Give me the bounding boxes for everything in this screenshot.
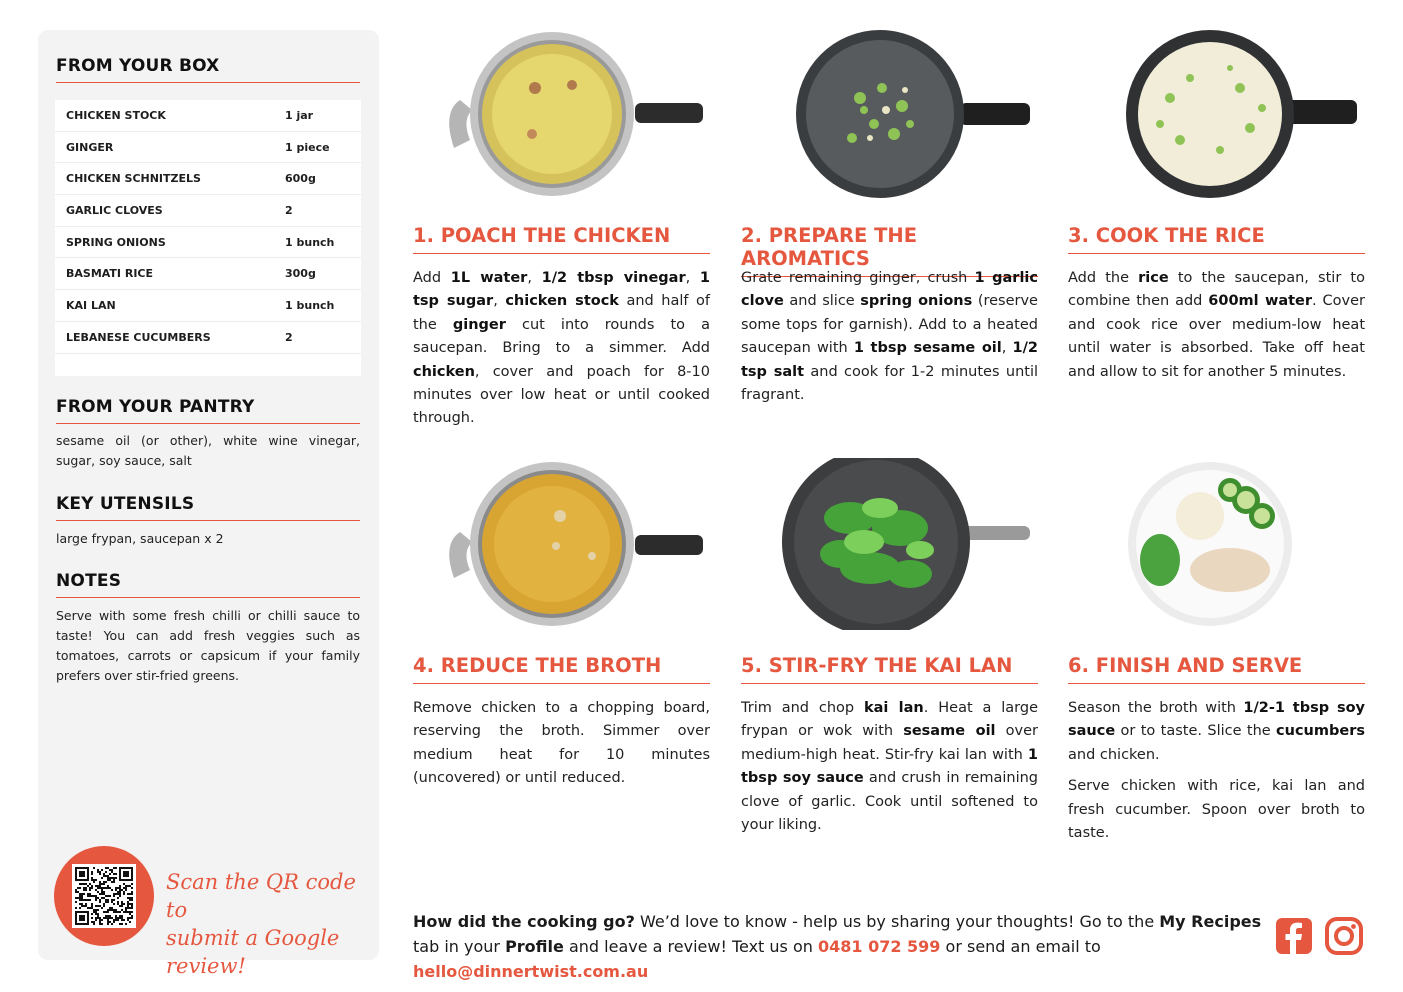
step-4-title: 4. REDUCE THE BROTH xyxy=(413,654,710,684)
ingredient-highlight: cucumbers xyxy=(1276,723,1365,740)
ingredient-highlight: 600ml water xyxy=(1208,293,1313,310)
facebook-icon[interactable] xyxy=(1275,917,1313,955)
step-3-text xyxy=(1068,267,1365,392)
ingredient-highlight: 1L water xyxy=(450,270,528,286)
box-item-name: GINGER xyxy=(66,140,114,154)
step-1-title: 1. POACH THE CHICKEN xyxy=(413,224,710,254)
phone-link[interactable]: 0481 072 599 xyxy=(817,937,941,956)
box-item-name: KAI LAN xyxy=(66,298,116,312)
box-item-row xyxy=(55,163,361,195)
qr-badge[interactable] xyxy=(54,846,154,946)
step-text-run: . Heat a large frypan or wok with xyxy=(741,700,1039,740)
step-3-title: 3. COOK THE RICE xyxy=(1068,224,1365,254)
step-text-run: Trim and chop xyxy=(741,700,864,716)
step-paragraph xyxy=(413,267,710,431)
pantry-text: sesame oil (or other), white wine vinegar, sugar, soy sauce, salt xyxy=(56,433,360,468)
saucepan-spring-onions-icon xyxy=(790,28,1035,200)
step-1-text xyxy=(413,267,710,439)
step-6-text xyxy=(1068,697,1365,853)
box-item-qty: 1 bunch xyxy=(285,235,335,249)
footer-text-1: We’d love to know - help us by sharing your thoughts! Go to the xyxy=(634,912,1160,931)
step-text-run: and cook for 1-2 minutes until fragrant. xyxy=(741,363,1039,404)
box-item-qty: 600g xyxy=(285,172,316,186)
ingredient-highlight: 1 tsp sugar xyxy=(413,270,710,310)
frypan-kai-lan-icon xyxy=(780,458,1035,630)
utensils-text: large frypan, saucepan x 2 xyxy=(56,531,224,546)
ingredient-highlight: 1/2 tbsp vinegar xyxy=(541,270,686,286)
notes-text: Serve with some fresh chilli or chilli sauce to taste! You can add fresh veggies such as tomatoes, carrots or capsicum if your family prefers over stir-fried greens. xyxy=(56,608,360,683)
box-item-name: CHICKEN STOCK xyxy=(66,108,166,122)
plated-dish-icon xyxy=(1120,460,1300,630)
footer-text-4: or send an email to xyxy=(940,937,1101,956)
sidebar xyxy=(38,30,379,978)
box-ingredients-table xyxy=(55,100,361,376)
saucepan-rice-icon xyxy=(1120,28,1360,200)
footer-review-prompt xyxy=(413,909,1263,984)
step-text-run: Remove chicken to a chopping board, reserving the broth. Simmer over medium heat for 10 minutes (uncovered) or until reduced. xyxy=(413,700,710,787)
saucepan-reduced-broth-icon xyxy=(440,460,705,630)
step-text-run: . Cover and cook rice over medium-low heat until water is absorbed. Take off heat and allow to sit for another 5 minutes. xyxy=(1068,293,1366,380)
saucepan-broth-icon xyxy=(440,30,705,200)
ingredient-highlight: spring onions xyxy=(860,293,973,310)
step-text-run: Serve chicken with rice, kai lan and fresh cucumber. Spoon over broth to taste. xyxy=(1068,778,1365,842)
box-item-row xyxy=(55,132,361,164)
step-paragraph xyxy=(1068,775,1365,845)
step-5-text xyxy=(741,697,1038,845)
box-item-row xyxy=(55,258,361,290)
ingredient-highlight: 1 tbsp sesame oil xyxy=(853,340,1002,357)
ingredient-highlight: chicken stock xyxy=(505,293,619,310)
step-text-run: , xyxy=(493,293,506,310)
step-text-run: over medium-high heat. Stir-fry kai lan with xyxy=(741,723,1038,763)
step-2-text xyxy=(741,267,1038,415)
step-text-run: , xyxy=(1001,340,1013,357)
step-text-run: , cover and poach for 8-10 minutes over low heat or until cooked through. xyxy=(413,363,710,427)
box-item-name: BASMATI RICE xyxy=(66,267,154,281)
step-text-run: , xyxy=(527,270,542,286)
box-item-name: GARLIC CLOVES xyxy=(66,203,163,217)
step-paragraph xyxy=(741,267,1038,407)
footer-text-3: and leave a review! Text us on xyxy=(563,937,818,956)
profile-link[interactable]: Profile xyxy=(505,937,564,956)
footer-question: How did the cooking go? xyxy=(413,912,635,931)
step-text-run: , xyxy=(685,270,700,286)
step-text-run: and chicken. xyxy=(1068,746,1160,763)
footer-text-2: tab in your xyxy=(413,937,506,956)
step-text-run: (reserve some tops for garnish). Add to a heated saucepan with xyxy=(741,293,1038,357)
ingredient-highlight: 1 tbsp soy sauce xyxy=(741,746,1038,787)
qr-caption-line-1: Scan the QR code to xyxy=(166,870,356,922)
step-6-title: 6. FINISH AND SERVE xyxy=(1068,654,1365,684)
qr-caption xyxy=(166,868,376,980)
step-2-title: 2. PREPARE THE AROMATICS xyxy=(741,224,1038,277)
pantry-title: FROM YOUR PANTRY xyxy=(56,397,360,424)
box-item-qty: 1 bunch xyxy=(285,298,335,312)
box-item-qty: 2 xyxy=(285,330,293,344)
box-item-row xyxy=(55,227,361,259)
box-item-qty: 300g xyxy=(285,267,316,281)
step-text-run: Add the xyxy=(1068,270,1139,286)
ingredient-highlight: ginger xyxy=(452,316,506,333)
box-item-qty: 2 xyxy=(285,203,293,217)
utensils-title: KEY UTENSILS xyxy=(56,494,360,521)
my-recipes-link[interactable]: My Recipes xyxy=(1159,912,1262,931)
box-title: FROM YOUR BOX xyxy=(56,56,360,83)
step-text-run: and slice xyxy=(783,293,861,310)
ingredient-highlight: kai lan xyxy=(863,700,924,716)
step-text-run: Grate remaining ginger, crush xyxy=(741,270,975,286)
step-text-run: and crush in remaining clove of garlic. Cook until softened to your liking. xyxy=(741,770,1038,834)
ingredient-highlight: sesame oil xyxy=(903,723,996,740)
qr-code-icon[interactable] xyxy=(72,864,136,928)
ingredient-highlight: rice xyxy=(1138,270,1169,286)
step-5-title: 5. STIR-FRY THE KAI LAN xyxy=(741,654,1038,684)
instagram-icon[interactable] xyxy=(1325,917,1363,955)
ingredient-highlight: 1/2 tsp salt xyxy=(741,340,1038,380)
box-item-name: SPRING ONIONS xyxy=(66,235,166,249)
qr-caption-line-2: submit a Google review! xyxy=(166,926,340,978)
step-text-run: cut into rounds to a saucepan. Bring to a simmer. Add xyxy=(413,316,711,357)
box-item-row xyxy=(55,195,361,227)
step-4-text xyxy=(413,697,710,799)
step-paragraph xyxy=(1068,267,1365,384)
step-paragraph xyxy=(741,697,1038,837)
step-text-run: Season the broth with xyxy=(1068,700,1244,716)
step-text-run: to the saucepan, stir to combine then add xyxy=(1068,270,1365,310)
box-item-qty: 1 jar xyxy=(285,108,314,122)
box-item-name: CHICKEN SCHNITZELS xyxy=(66,172,201,186)
step-paragraph xyxy=(413,697,710,791)
step-text-run: or to taste. Slice the xyxy=(1115,723,1277,740)
ingredient-highlight: 1 garlic clove xyxy=(741,270,1038,310)
step-text-run: and half of the xyxy=(413,293,710,333)
notes-title: NOTES xyxy=(56,571,360,598)
email-link[interactable]: hello@dinnertwist.com.au xyxy=(413,962,649,981)
box-item-row xyxy=(55,322,361,354)
box-item-qty: 1 piece xyxy=(285,140,330,154)
step-text-run: Add xyxy=(413,270,451,286)
step-paragraph xyxy=(1068,697,1365,767)
box-item-row xyxy=(55,100,361,132)
box-item-row xyxy=(55,290,361,322)
ingredient-highlight: chicken xyxy=(413,363,475,380)
box-item-name: LEBANESE CUCUMBERS xyxy=(66,330,211,344)
ingredient-highlight: 1/2-1 tbsp soy sauce xyxy=(1068,700,1365,740)
